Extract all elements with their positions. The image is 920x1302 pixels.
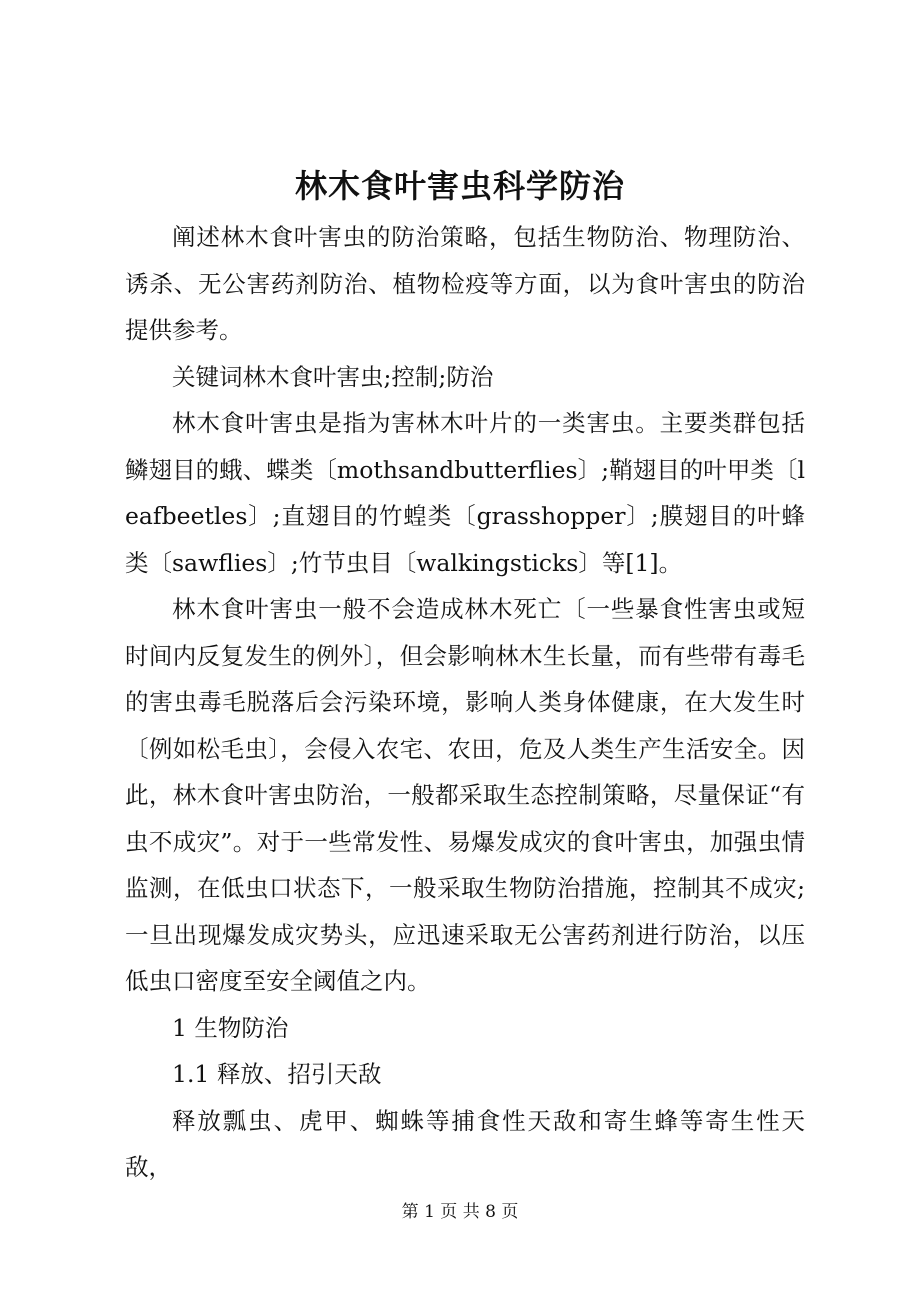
page-footer: 第 1 页 共 8 页	[401, 1202, 519, 1222]
document-body	[125, 214, 805, 1191]
document-title: 林木食叶害虫科学防治	[294, 167, 625, 205]
body-paragraph: 林木食叶害虫是指为害林木叶片的一类害虫。主要类群包括鳞翅目的蛾、蝶类〔mothsandbutterflies〕;鞘翅目的叶甲类〔leafbeetles〕;直翅目的竹蝗类〔grasshopper〕;膜翅目的叶蜂类〔sawflies〕;竹节虫目〔walkingsticks〕等[1]。	[125, 409, 805, 577]
keywords-paragraph: 关键词林木食叶害虫;控制;防治	[172, 362, 494, 391]
body-paragraph: 释放瓢虫、虎甲、蜘蛛等捕食性天敌和寄生蜂等寄生性天敌，	[125, 1106, 805, 1181]
abstract-paragraph: 阐述林木食叶害虫的防治策略，包括生物防治、物理防治、诱杀、无公害药剂防治、植物检疫等方面，以为食叶害虫的防治提供参考。	[125, 223, 805, 344]
subsection-heading: 1.1 释放、招引天敌	[172, 1060, 382, 1088]
section-heading: 1 生物防治	[172, 1013, 289, 1042]
body-paragraph: 林木食叶害虫一般不会造成林木死亡〔一些暴食性害虫或短时间内反复发生的例外〕，但会影响林木生长量，而有些带有毒毛的害虫毒毛脱落后会污染环境，影响人类身体健康，在大发生时〔例如松毛虫〕，会侵入农宅、农田，危及人类生产生活安全。因此，林木食叶害虫防治，一般都采取生态控制策略，尽量保证“有虫不成灾”。对于一些常发性、易爆发成灾的食叶害虫，加强虫情监测，在低虫口状态下，一般采取生物防治措施，控制其不成灾;一旦出现爆发成灾势头，应迅速采取无公害药剂进行防治，以压低虫口密度至安全阈值之内。	[125, 595, 805, 995]
